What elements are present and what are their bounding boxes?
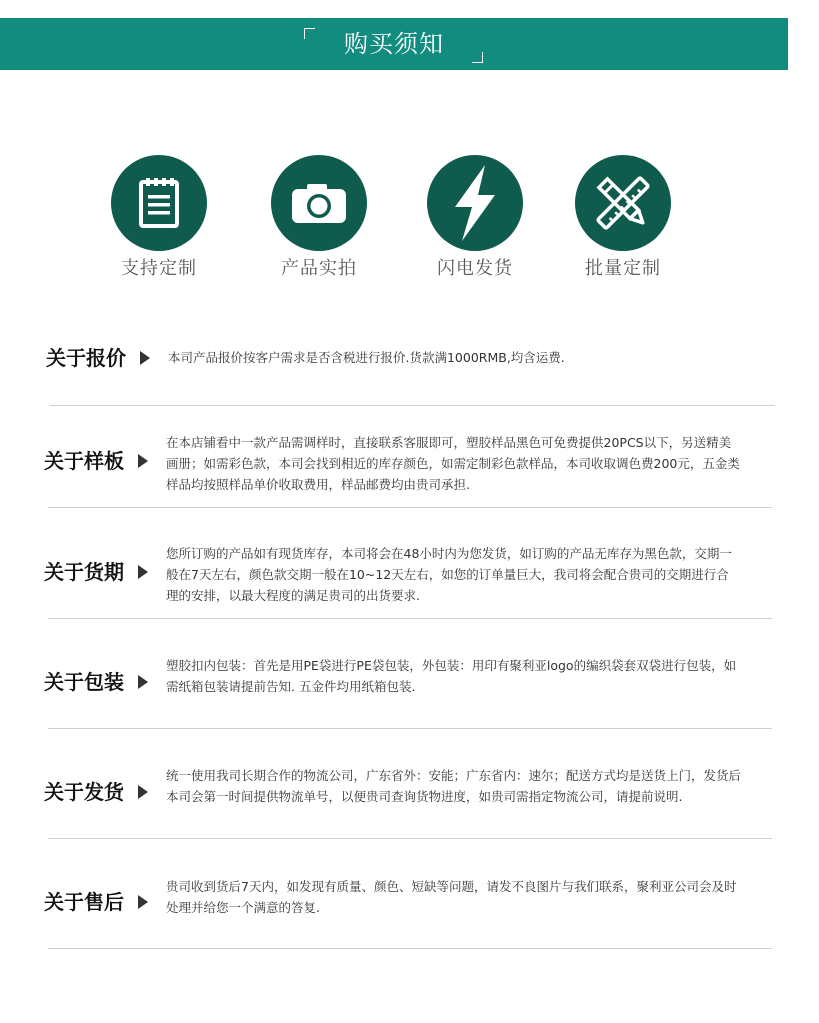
section-text: 您所订购的产品如有现货库存，本司将会在48小时内为您发货，如订购的产品无库存为黑色款，交期一般在7天左右，颜色款交期一般在10~12天左右，如您的订单量巨大，我司将会配合贵司的交期进行合理的安排，以最大程度的满足贵司的出货要求. (166, 546, 732, 603)
feature-label: 批量定制 (585, 258, 661, 279)
section-title: 关于样板 (44, 449, 124, 473)
section-text: 塑胶扣内包装：首先是用PE袋进行PE袋包装，外包装：用印有聚利亚logo的编织袋套双袋进行包装，如需纸箱包装请提前告知. 五金件均用纸箱包装. (166, 658, 737, 694)
arrow-right-icon (138, 785, 148, 799)
section-text: 贵司收到货后7天内，如发现有质量、颜色、短缺等问题，请发不良图片与我们联系，聚利亚公司会及时处理并给您一个满意的答复. (166, 879, 737, 915)
arrow-right-icon (138, 675, 148, 689)
notepad-icon (111, 155, 207, 251)
section-title: 关于货期 (44, 560, 124, 584)
section-title: 关于售后 (44, 890, 124, 914)
divider (48, 948, 772, 949)
divider (48, 838, 772, 839)
section-title: 关于包装 (44, 670, 124, 694)
divider (48, 618, 772, 619)
page-title: 购买须知 (344, 30, 444, 58)
corner-decoration-bottom-right (472, 52, 483, 63)
arrow-right-icon (138, 895, 148, 909)
feature-label: 支持定制 (121, 258, 197, 279)
feature-label: 产品实拍 (281, 258, 357, 279)
ruler-pencil-icon (575, 155, 671, 251)
feature-real-photo (254, 155, 384, 279)
feature-custom (94, 155, 224, 279)
divider (48, 728, 772, 729)
section-title: 关于报价 (46, 346, 126, 370)
divider (48, 507, 772, 508)
arrow-right-icon (138, 565, 148, 579)
section-text: 统一使用我司长期合作的物流公司，广东省外：安能；广东省内：速尔；配送方式均是送货上门，发货后本司会第一时间提供物流单号，以便贵司查询货物进度，如贵司需指定物流公司，请提前说明. (166, 768, 742, 804)
feature-label: 闪电发货 (437, 258, 513, 279)
lightning-icon (427, 155, 523, 251)
arrow-right-icon (138, 454, 148, 468)
section-text: 本司产品报价按客户需求是否含税进行报价.货款满1000RMB,均含运费. (168, 350, 565, 365)
divider (50, 405, 775, 406)
section-text: 在本店铺看中一款产品需调样时，直接联系客服即可，塑胶样品黑色可免费提供20PCS以下，另送精美画册；如需彩色款，本司会找到相近的库存颜色，如需定制彩色款样品，本司收取调色费200元，五金类样品均按照样品单价收取费用，样品邮费均由贵司承担. (166, 435, 740, 492)
header-banner (0, 18, 788, 70)
feature-bulk-custom (558, 155, 688, 279)
camera-icon (271, 155, 367, 251)
section-title: 关于发货 (44, 780, 124, 804)
arrow-right-icon (140, 351, 150, 365)
feature-fast-delivery (410, 155, 540, 279)
